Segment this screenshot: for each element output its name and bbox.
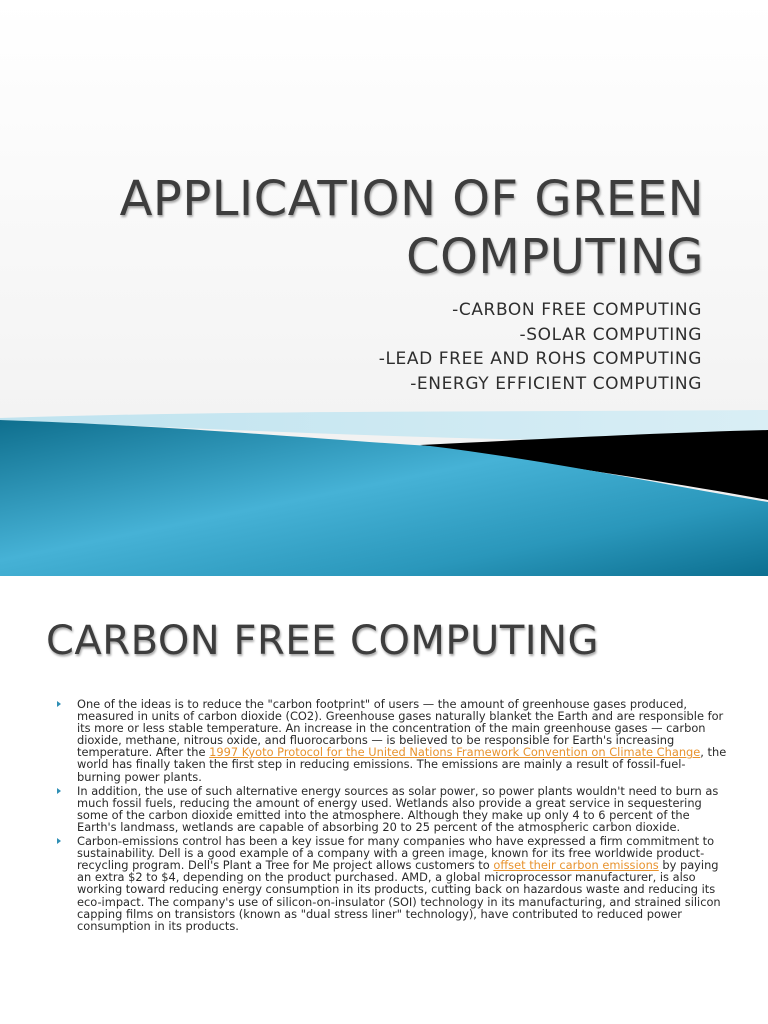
list-item: [57, 785, 727, 833]
bullet-arrow-icon: [57, 701, 61, 707]
kyoto-protocol-link[interactable]: 1997 Kyoto Protocol for the United Nations Framework Convention on Climate Change: [209, 745, 701, 760]
content-slide-title: CARBON FREE COMPUTING: [46, 618, 599, 664]
bullet-text: by paying an extra $2 to $4, depending on the product purchased. AMD, a global microprocessor manufacturer, is also working toward reducing energy consumption in its products, cutting back on hazardous waste and reducing its eco-impact. The company's use of silicon-on-insulator (SOI) technology in its manufacturing, and strained silicon capping films on transistors (known as "dual stress liner" technology), have contributed to reduced power consumption in its products.: [77, 858, 721, 933]
bullet-list: [57, 698, 727, 934]
bullet-arrow-icon: [57, 838, 61, 844]
subtitle-item: -ENERGY EFFICIENT COMPUTING: [410, 373, 702, 394]
bullet-text: , the world has finally taken the first step in reducing emissions. The emissions are mainly a result of fossil-fuel-burning power plants.: [77, 745, 727, 784]
bullet-text: In addition, the use of such alternative energy sources as solar power, so power plants wouldn't need to burn as much fossil fuels, reducing the amount of energy used. Wetlands also provide a great service in sequestering some of the carbon dioxide emitted into the atmosphere. Although they make up only 4 to 6 percent of the Earth's landmass, wetlands are capable of absorbing 20 to 25 percent of the atmospheric carbon dioxide.: [77, 783, 719, 834]
subtitle-item: -LEAD FREE AND ROHS COMPUTING: [378, 349, 702, 369]
slide-title-line2: COMPUTING: [406, 229, 704, 285]
slide-title-line1: APPLICATION OF GREEN: [119, 171, 704, 227]
bullet-text: One of the ideas is to reduce the "carbon footprint" of users — the amount of greenhouse gases produced, measured in units of carbon dioxide (CO2). Greenhouse gases naturally blanket the Earth and are responsible for its more or less stable temperature. An increase in the concentration of the main greenhouse gases — carbon dioxide, methane, nitrous oxide, and fluorocarbons — is believed to be responsible for Earth's increasing temperature. After the: [77, 697, 724, 760]
offset-emissions-link[interactable]: offset their carbon emissions: [493, 858, 659, 873]
subtitle-item: -SOLAR COMPUTING: [519, 324, 702, 345]
list-item: [57, 698, 727, 783]
bullet-arrow-icon: [57, 788, 61, 794]
content-slide: [0, 576, 768, 1024]
list-item: [57, 835, 727, 932]
bullet-text: Carbon-emissions control has been a key issue for many companies who have expressed a firm commitment to sustainability. Dell is a good example of a company with a green image, known for its free worldwide product-recycling program. Dell's Plant a Tree for Me project allows customers to: [77, 834, 715, 873]
subtitle-item: -CARBON FREE COMPUTING: [452, 300, 702, 320]
